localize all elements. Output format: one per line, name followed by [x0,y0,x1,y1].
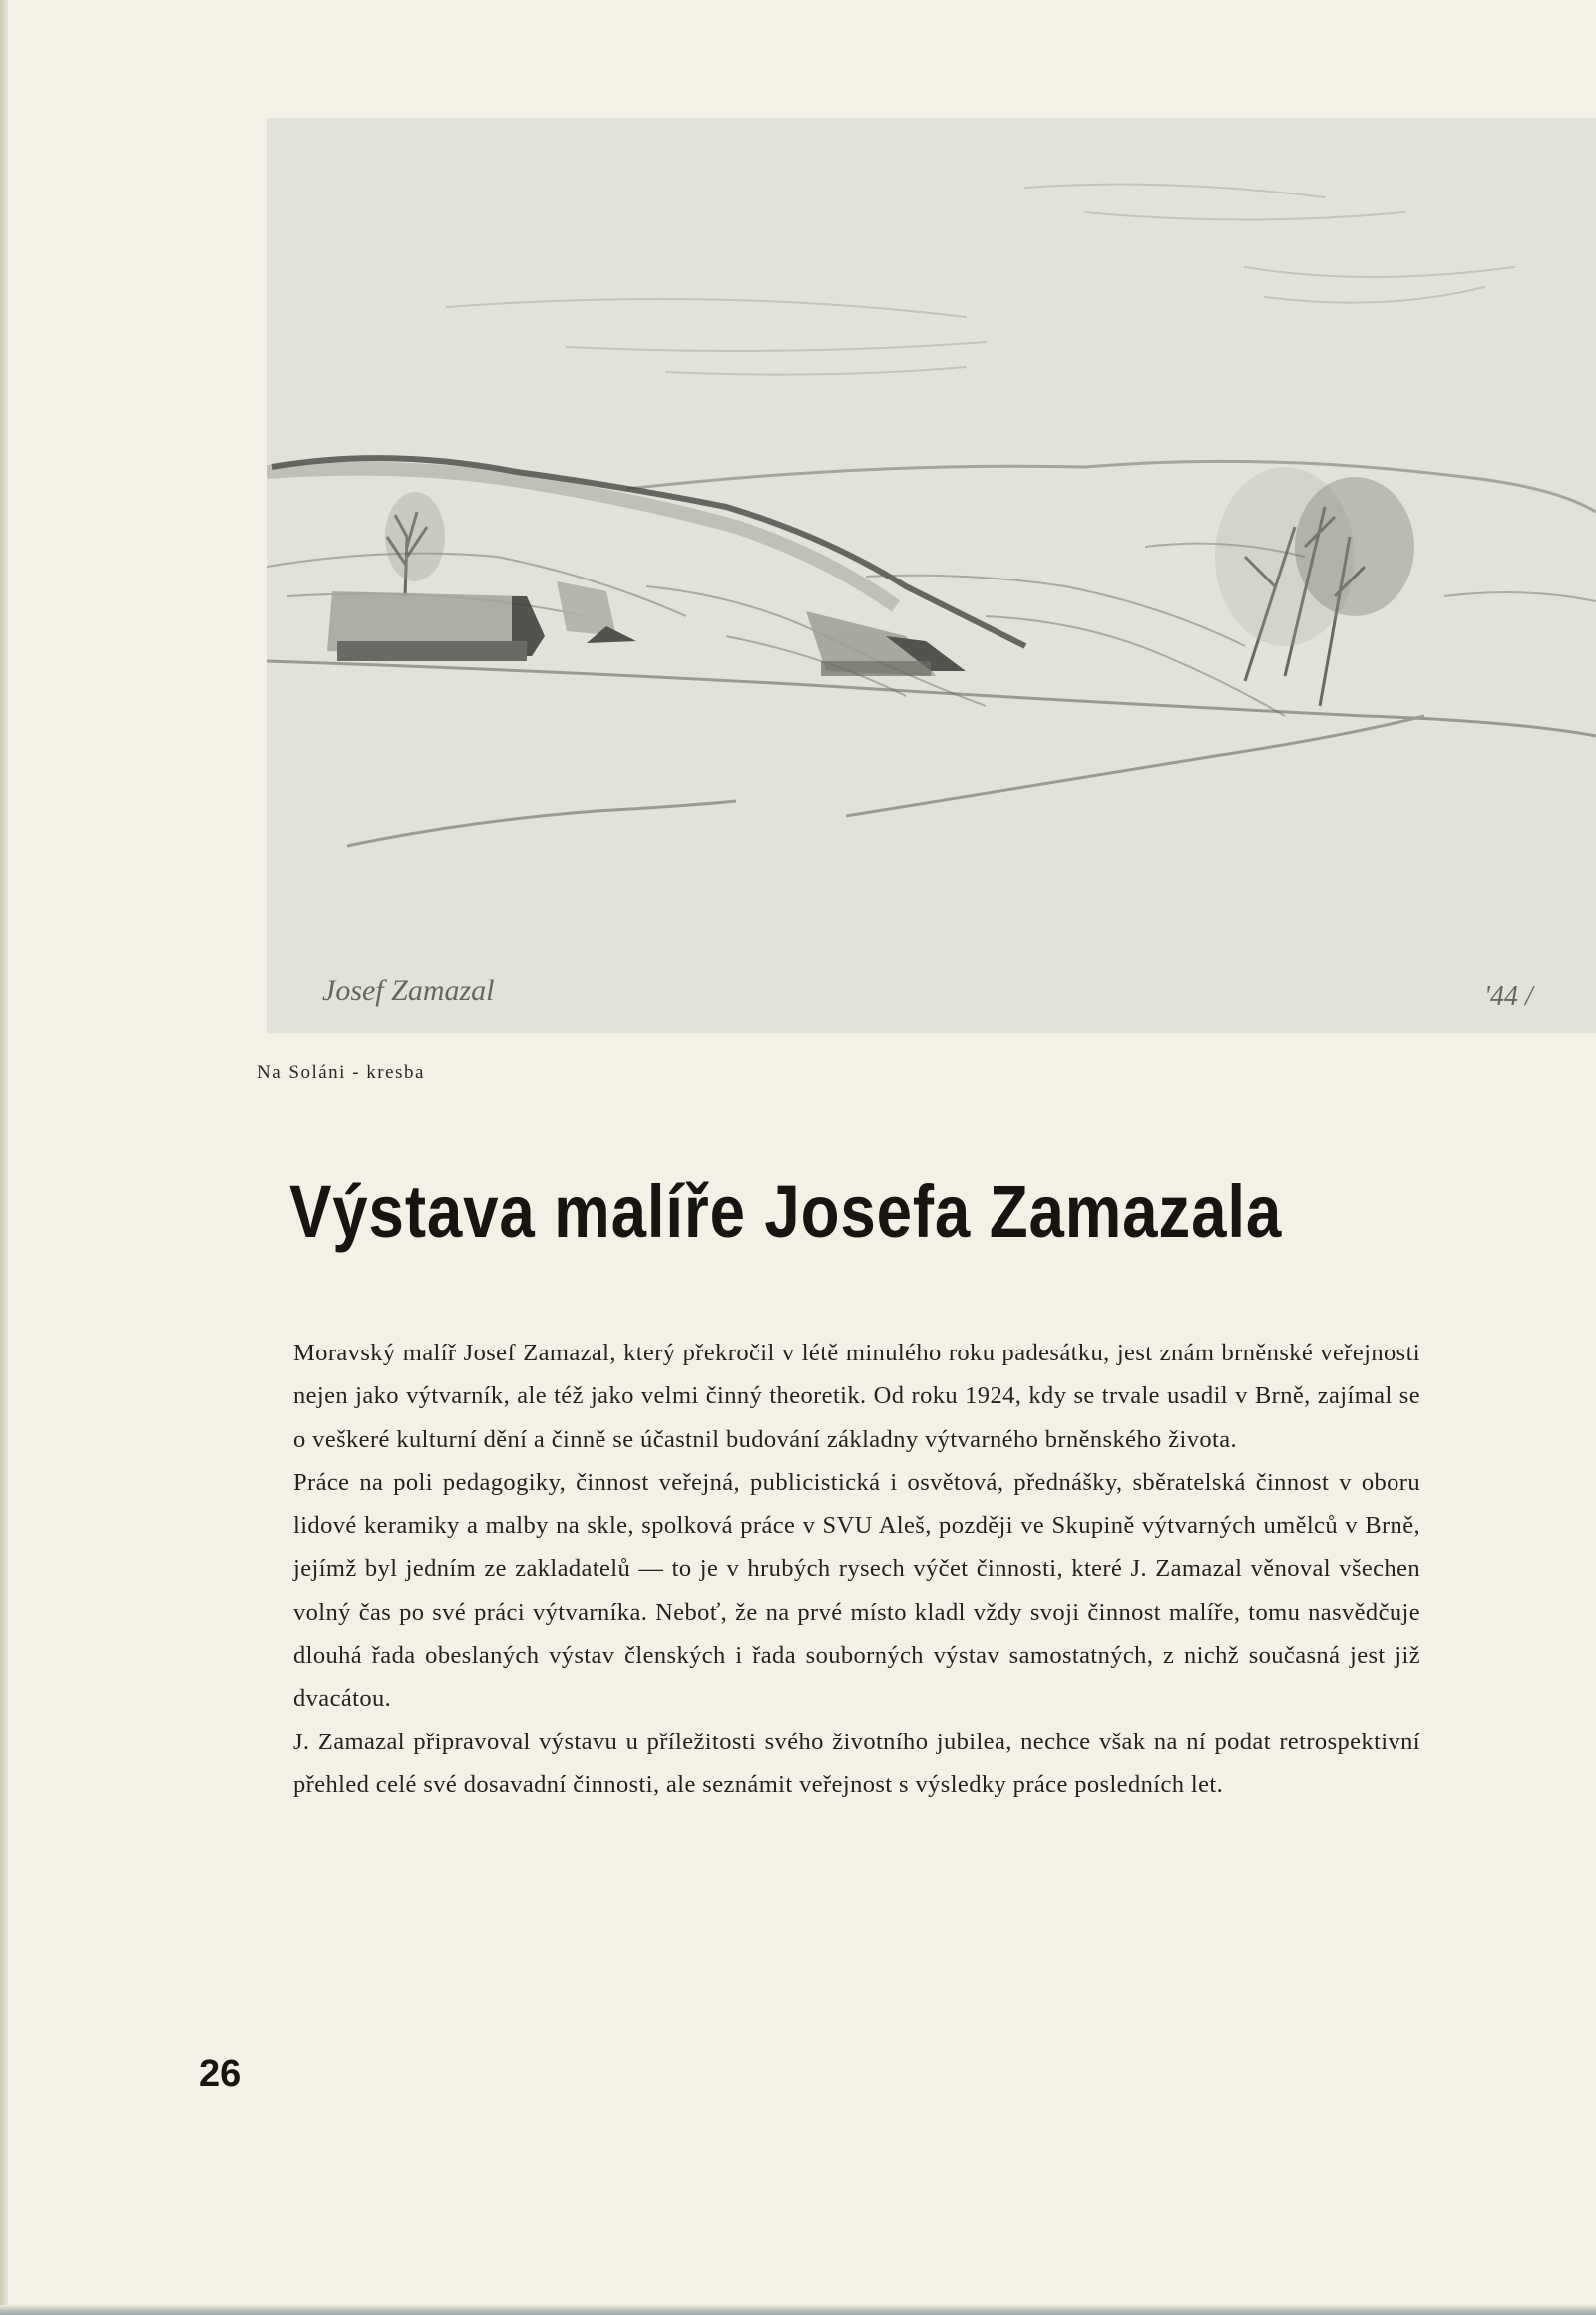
page-edge [0,0,8,2315]
landscape-drawing [267,118,1596,1033]
page-edge-bottom [0,2305,1596,2315]
paragraph: Práce na poli pedagogiky, činnost veřejná, publicistická i osvětová, přednášky, sběratelská činnost v oboru lidové keramiky a malby na skle, spolková práce v SVU Aleš, později ve Skupině výtvarných umělců v Brně, jejímž byl jedním ze zakladatelů — to je v hrubých rysech výčet činnosti, které J. Zamazal věnoval všechen volný čas po své práci výtvarníka. Neboť, že na prvé místo kladl vždy svoji činnost malíře, tomu nasvědčuje dlouhá řada obeslaných výstav členských i řada souborných výstav samostatných, z nichž současná jest již dvacátou. [293,1468,1420,1713]
article-title: Výstava malíře Josefa Zamazala [289,1170,1283,1253]
paragraph: Moravský malíř Josef Zamazal, který překročil v létě minulého roku padesátku, jest znám brněnské veřejnosti nejen jako výtvarník, ale též jako velmi činný theoretik. Od roku 1924, kdy se trvale usadil v Brně, zajímal se o veškeré kulturní dění a činně se účastnil budování základny výtvarného brněnského života. [293,1340,1420,1453]
page-number: 26 [200,2053,242,2095]
paragraph: J. Zamazal připravoval výstavu u příležitosti svého životního jubilea, nechce však na ní podat retrospektivní přehled celé své dosavadní činnosti, ale seznámit veřejnost s výsledky práce posledních let. [293,1728,1420,1798]
illustration-caption: Na Soláni - kresba [257,1062,425,1083]
artist-signature: Josef Zamazal [322,974,495,1007]
drawing-date-mark: '44 / [1484,981,1533,1012]
article-body [293,1332,1420,1806]
